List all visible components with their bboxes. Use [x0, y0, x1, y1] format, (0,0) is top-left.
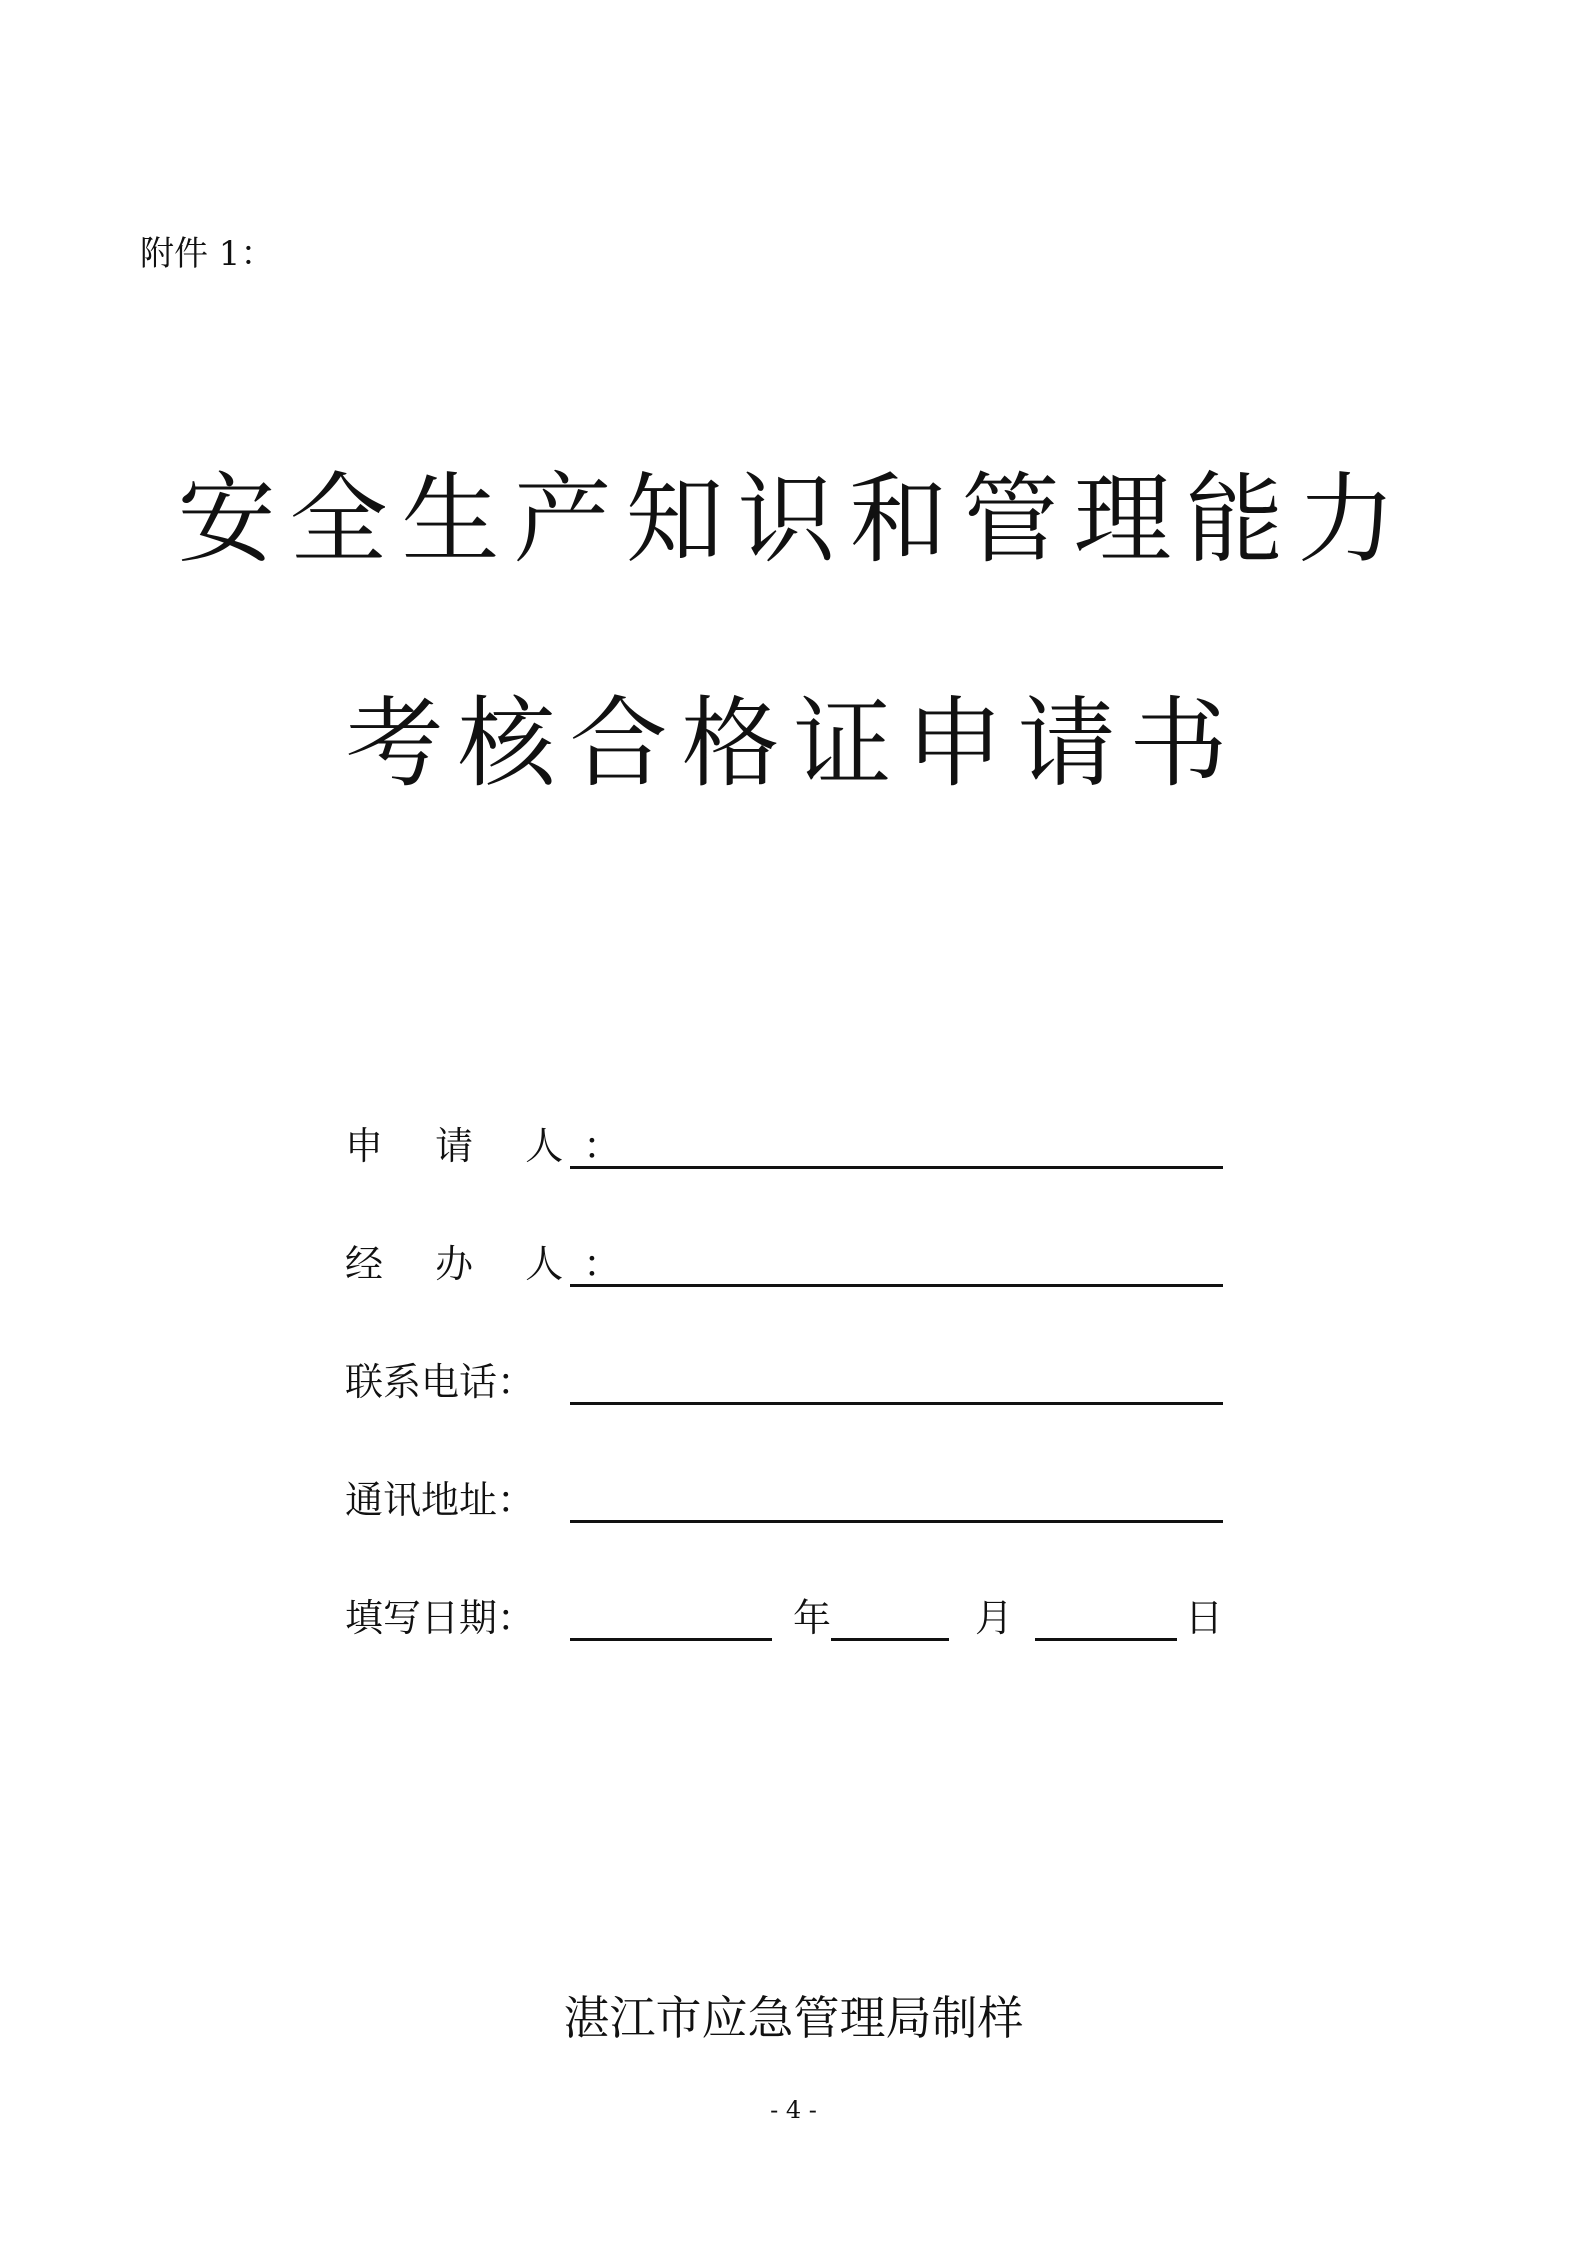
agent-row	[345, 1236, 1225, 1296]
year-field[interactable]	[570, 1638, 772, 1641]
page-number: - 4 -	[770, 2096, 817, 2124]
agent-field[interactable]	[570, 1284, 1223, 1287]
day-unit: 日	[1185, 1596, 1224, 1640]
address-row	[345, 1472, 1225, 1532]
agent-label: 经 办 人：	[345, 1242, 622, 1286]
phone-row	[345, 1354, 1225, 1414]
document-title-line-2: 考核合格证申请书	[345, 687, 1242, 801]
phone-field[interactable]	[570, 1402, 1223, 1405]
applicant-label: 申 请 人：	[345, 1124, 622, 1168]
document-title-line-1: 安全生产知识和管理能力	[177, 463, 1410, 577]
applicant-field[interactable]	[570, 1166, 1223, 1169]
month-field[interactable]	[831, 1638, 949, 1641]
attachment-label: 附件 1：	[140, 234, 275, 274]
address-field[interactable]	[570, 1520, 1223, 1523]
phone-label: 联系电话：	[345, 1360, 536, 1404]
issuer-text: 湛江市应急管理局制样	[563, 1991, 1024, 2045]
applicant-row	[345, 1118, 1225, 1178]
day-field[interactable]	[1035, 1638, 1177, 1641]
address-label: 通讯地址：	[345, 1478, 536, 1522]
month-unit: 月	[975, 1596, 1014, 1640]
date-label: 填写日期：	[345, 1596, 536, 1640]
year-unit: 年	[793, 1596, 832, 1640]
date-row	[345, 1590, 1225, 1650]
